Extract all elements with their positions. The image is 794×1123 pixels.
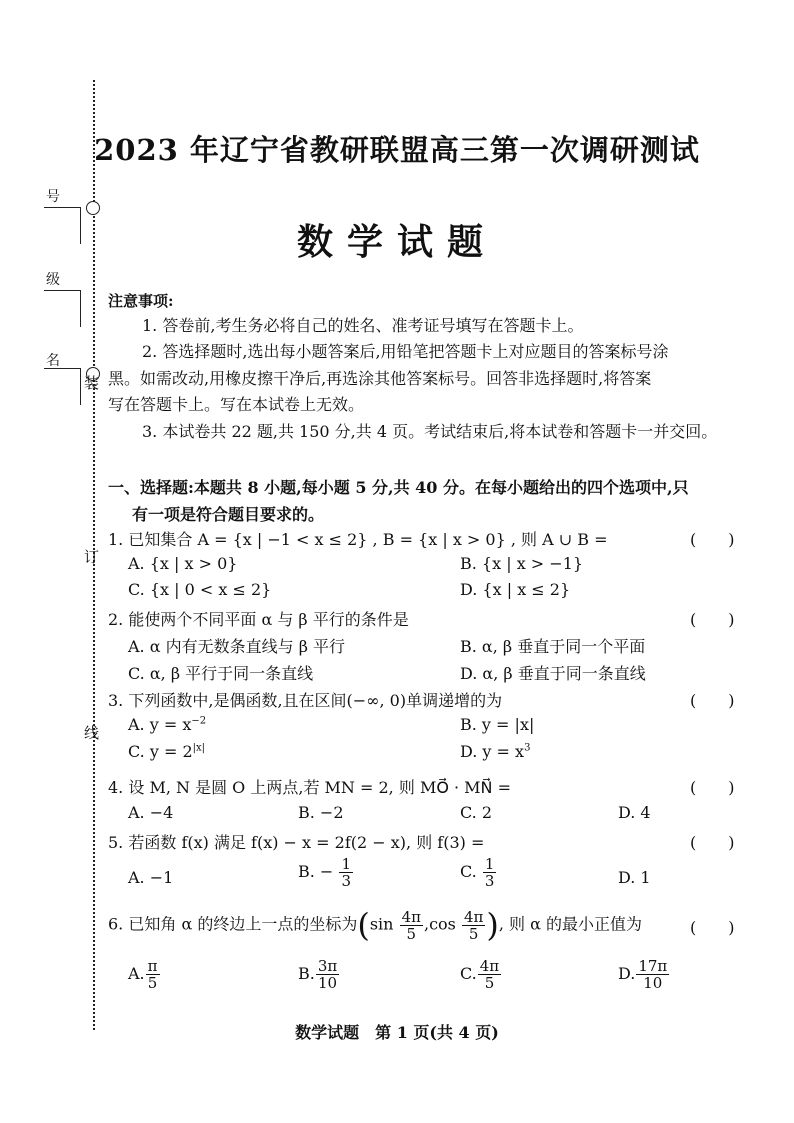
- side-label-number: 号: [46, 189, 60, 205]
- option-a: [128, 715, 206, 734]
- numerator: 4π: [479, 957, 500, 975]
- binding-hole: [86, 201, 100, 215]
- fraction: [478, 958, 501, 991]
- fraction: [462, 909, 485, 942]
- option-c: [460, 958, 502, 991]
- option-exponent: 3: [524, 742, 531, 754]
- page-footer: 数学试题 第 1 页(共 4 页): [295, 1023, 499, 1042]
- option-d: [618, 958, 670, 991]
- side-box: [44, 290, 81, 327]
- option-a: A. α 内有无数条直线与 β 平行: [128, 637, 346, 656]
- option-d: [460, 742, 530, 761]
- comma: ,: [423, 914, 430, 934]
- answer-bracket: ( ): [690, 918, 735, 937]
- answer-bracket: ( ): [690, 610, 735, 629]
- fraction: [483, 856, 497, 889]
- numerator: 4π: [463, 907, 484, 926]
- numerator: 1: [484, 855, 495, 873]
- binding-char-ding: 订: [84, 548, 100, 566]
- question-stem: [108, 906, 642, 944]
- option-a: [128, 958, 161, 991]
- numerator: 4π: [401, 907, 421, 926]
- fraction: [339, 856, 353, 889]
- option-d: D. 4: [618, 803, 651, 822]
- option-b: B. y = |x|: [460, 715, 535, 734]
- right-paren: ): [486, 906, 499, 944]
- numerator: 3π: [317, 957, 338, 975]
- denominator: 5: [147, 974, 158, 992]
- option-d: D. α, β 垂直于同一条直线: [460, 664, 646, 683]
- exam-title: 2023 年辽宁省教研联盟高三第一次调研测试: [94, 133, 700, 167]
- stem-text: , 则 α 的最小正值为: [498, 914, 643, 934]
- option-a: A. −1: [128, 868, 174, 887]
- option-d: D. {x | x ≤ 2}: [460, 580, 571, 599]
- option-c: [460, 856, 497, 889]
- cos-label: cos: [429, 914, 456, 934]
- numerator: 17π: [638, 957, 668, 975]
- fraction: [316, 958, 339, 991]
- option-label: B.: [298, 964, 315, 983]
- denominator: 5: [484, 974, 495, 992]
- option-a: A. −4: [128, 803, 174, 822]
- option-c: C. 2: [460, 803, 493, 822]
- question-stem: 2. 能使两个不同平面 α 与 β 平行的条件是: [108, 610, 409, 629]
- denominator: 3: [484, 872, 495, 890]
- option-b: B. {x | x > −1}: [460, 554, 584, 573]
- side-box: [44, 368, 81, 405]
- notice-heading: 注意事项:: [108, 292, 174, 310]
- option-label: B. −: [298, 862, 334, 881]
- question-stem: 5. 若函数 f(x) 满足 f(x) − x = 2f(2 − x), 则 f(3) =: [108, 833, 485, 852]
- option-c: [128, 742, 205, 761]
- denominator: 3: [341, 872, 351, 890]
- option-d: D. 1: [618, 868, 651, 887]
- option-text: D. y = x: [460, 742, 525, 761]
- notice-item: 3. 本试卷共 22 题,共 150 分,共 4 页。考试结束后,将本试卷和答题卡一并交回。: [142, 422, 718, 441]
- exam-subtitle: 数学试题: [296, 221, 497, 263]
- denominator: 5: [406, 924, 417, 943]
- notice-item: 2. 答选择题时,选出每小题答案后,用铅笔把答题卡上对应题目的答案标号涂: [142, 342, 669, 361]
- answer-bracket: ( ): [690, 778, 735, 797]
- answer-bracket: ( ): [690, 833, 735, 852]
- fraction: [400, 909, 423, 942]
- denominator: 5: [468, 924, 479, 943]
- option-label: D.: [618, 964, 636, 983]
- numerator: 1: [341, 855, 351, 873]
- fraction: [146, 958, 160, 991]
- binding-char-zhuang: 装: [84, 374, 100, 392]
- side-label-name: 名: [46, 353, 60, 369]
- question-stem: 1. 已知集合 A = {x | −1 < x ≤ 2} , B = {x | x > 0} , 则 A ∪ B =: [108, 530, 608, 549]
- notice-item: 1. 答卷前,考生务必将自己的姓名、准考证号填写在答题卡上。: [142, 316, 584, 335]
- option-b: [298, 856, 354, 889]
- notice-item: 写在答题卡上。写在本试卷上无效。: [108, 395, 365, 414]
- binding-char-xian: 线: [84, 724, 100, 742]
- answer-bracket: ( ): [690, 530, 735, 549]
- option-label: C.: [460, 862, 477, 881]
- section-heading: [108, 474, 758, 528]
- notice-item: 黑。如需改动,用橡皮擦干净后,再选涂其他答案标号。回答非选择题时,将答案: [108, 369, 652, 388]
- section-line: 一、选择题:本题共 8 小题,每小题 5 分,共 40 分。在每小题给出的四个选项中,只: [108, 478, 689, 497]
- denominator: 10: [643, 974, 663, 992]
- denominator: 10: [318, 974, 338, 992]
- option-label: A.: [128, 964, 145, 983]
- option-exponent: |x|: [192, 742, 206, 754]
- option-text: A. y = x: [128, 715, 192, 734]
- numerator: π: [147, 957, 158, 975]
- section-line: 有一项是符合题目要求的。: [132, 505, 325, 524]
- option-b: B. −2: [298, 803, 344, 822]
- sin-label: sin: [369, 914, 394, 934]
- option-text: C. y = 2: [128, 742, 193, 761]
- answer-bracket: ( ): [690, 691, 735, 710]
- option-b: B. α, β 垂直于同一个平面: [460, 637, 646, 656]
- option-a: A. {x | x > 0}: [128, 554, 238, 573]
- option-b: [298, 958, 340, 991]
- option-c: C. α, β 平行于同一条直线: [128, 664, 314, 683]
- left-paren: (: [357, 906, 370, 944]
- question-stem: 4. 设 M, N 是圆 O 上两点,若 MN = 2, 则 MO⃗ · MN⃗ =: [108, 778, 512, 797]
- option-c: C. {x | 0 < x ≤ 2}: [128, 580, 272, 599]
- stem-text: 6. 已知角 α 的终边上一点的坐标为: [108, 914, 358, 934]
- option-exponent: −2: [191, 715, 207, 727]
- fraction: [636, 958, 669, 991]
- option-label: C.: [460, 964, 477, 983]
- question-stem: 3. 下列函数中,是偶函数,且在区间(−∞, 0)单调递增的为: [108, 691, 503, 710]
- side-label-class: 级: [46, 272, 60, 288]
